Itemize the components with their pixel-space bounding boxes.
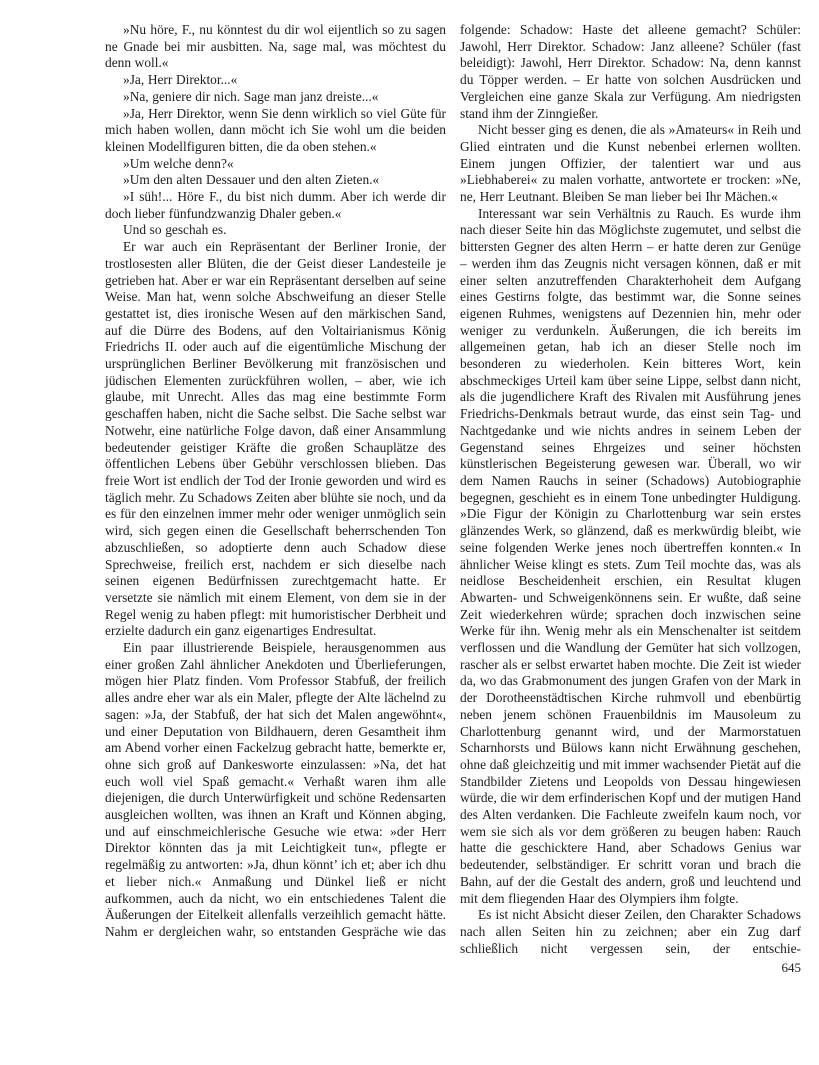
paragraph: »Na, geniere dir nich. Sage man janz dreiste...« [123,88,379,104]
paragraph: »Um den alten Dessauer und den alten Zieten.« [123,172,380,188]
paragraph: folgende: Schadow: Haste det alleene gemacht? Schüler: Jawohl, Herr Direktor. Schadow: Janz alleene? Schüler (fast beleidigt): Jawohl, Herr Direktor. Schadow: Na, denn kannst du Töpper werden. – Er hatte von solchen Ausdrücken und Vergleichen eine ganze Skala zur Verfügung. Am niedrigsten stand ihm der Zinngießer. [460,22,801,121]
paragraph: »Ja, Herr Direktor...« [123,72,238,88]
paragraph: »I süh!... Höre F., du bist nich dumm. Aber ich werde dir doch lieber fünfundzwanzig Dhaler geben.« [105,189,446,221]
paragraph: Ein paar illustrierende Beispiele, herausgenommen aus einer großen Zahl ähnlicher Anekdoten und Überlieferungen, mögen hier Platz finden. Vom Professor Stabfuß, der freilich alles andre eher war als ein Maler, pflegte der Alte lächelnd zu sagen: »Ja, der Stabfuß, der hat sich det Malen angewöhnt«, und einer Deputation von Bildhauern, deren Gesamtheit ihm am Abend vorher einen Fackelzug gebracht hatte, bemerkte er, ohne sich groß auf Dankesworte einzulassen: »Na, det hat euch woll viel Spaß gemacht.« Verhaßt waren ihm alle diejenigen, die durch Unterwürfigkeit und schöne Redensarten ausgleichen wollten, was ihnen an Kraft und Können abging, und auf einschmeichlerische Gesuche wie etwa: »der Herr Direktor könnten das ja mit Leichtigkeit tun«, pflegte er regelmäßig zu antworten: »Ja, dhun könnt’ ich et; aber ich dhu et lieber nich.« Anmaßung und Dünkel ließ er nicht aufkommen, auch da nicht, wo ein entschiedenes Talent die Äußerungen der Eitelkeit allenfalls verzeihlich gemacht hätte. Nahm er dergleichen wahr, so entstanden Gespräche wie das [105,640,446,939]
right-column [460,22,801,976]
paragraph: »Nu höre, F., nu könntest du dir wol eijentlich so zu sagen ne Gnade bei mir ausbitten. Na, sage mal, was möchtest du denn woll.« [105,22,446,71]
left-column [105,22,446,976]
paragraph: Nicht besser ging es denen, die als »Amateurs« in Reih und Glied eintraten und die Kunst nebenbei erlernen wollten. Einem jungen Offizier, der talentiert war und aus »Liebhaberei« zu malen vorhatte, antwortete er trocken: »Ne, ne, Herr Leutnant. Bleiben Se man lieber bei Ihr Mächen.« [460,122,801,205]
page-number: 645 [781,960,801,976]
paragraph: Interessant war sein Verhältnis zu Rauch. Es wurde ihm nach dieser Seite hin das Möglichste zugemutet, und selbst die bittersten Gegner des alten Herrn – er hatte deren zur Genüge – werden ihm das Zeugnis nicht versagen können, daß er mit einer selten anzutreffenden Charakterhoheit dem Aufgang eines Gestirns folgte, das bestimmt war, die Sonne seines eigenen Ruhmes, wenigstens auf Dezennien hin, mehr oder weniger zu verdunkeln. Äußerungen, die ich bereits im allgemeinen getan, hab ich an dieser Stelle noch im besonderen zu wiederholen. Kein bitteres Wort, kein abschmeckiges Urteil kam über seine Lippe, selbst dann nicht, als die jugendlichere Kraft des Rivalen mit Ausführung jenes Friedrichs-Denkmals betraut wurde, das einst sein Tag- und Nachtgedanke und wie nichts andres in seinem Leben der Gegenstand seines Ehrgeizes und seiner höchsten künstlerischen Begeisterung gewesen war. Überall, wo wir dem Namen Rauchs in seiner (Schadows) Autobiographie begegnen, geschieht es in einem Tone unbedingter Huldigung. »Die Figur der Königin zu Charlottenburg war sein erstes glänzendes Werk, so glänzend, daß es merkwürdig bleibt, wie seine folgenden Werke jenes noch übertreffen konnten.« In ähnlicher Weise klingt es stets. Zum Teil mochte das, was als neidlose Bescheidenheit erschien, ein Resultat klugen Abwarten- und Schweigenkönnens sein. Er wußte, daß seine Zeit wiederkehren würde; sprachen doch inzwischen seine Werke für ihn. Wenig mehr als ein Menschenalter ist seitdem verflossen und die Wandlung der Gemüter hat sich vollzogen, rascher als er selbst erwartet haben mochte. Die Zeit ist wieder da, wo das Grabmonument des jungen Grafen von der Mark in der Dorotheenstädtischen Kirche ruhmvoll und ebenbürtig neben jenem schönen Frauenbildnis im Mausoleum zu Charlottenburg genannt wird, und der Marmorstatuen Scharnhorsts und Bülows kann nicht Erwähnung geschehen, ohne daß gleichzeitig und mit immer wachsender Pietät auf die Standbilder Zietens und Leopolds von Dessau hingewiesen würde, die wir dem erfinderischen Kopf und der mutigen Hand des Alten verdanken. Die Fachleute zweifeln kaum noch, vor wem sie sich als vor dem größeren zu beugen haben: Rauch hatte die geschicktere Hand, aber Schadows Genius war bedeutender, selbständiger. Er schritt voran und brach die Bahn, auf der die Gestalt des andern, groß und leuchtend und mit dem fliegenden Haar des Olympiers ihm folgte. [460,205,801,906]
paragraph: »Ja, Herr Direktor, wenn Sie denn wirklich so viel Güte für mich haben wollen, dann möcht ich Sie wohl um die beiden kleinen Modellfiguren bitten, die da oben stehen.« [105,105,446,154]
paragraph: Und so geschah es. [123,222,227,238]
paragraph: »Um welche denn?« [123,155,234,171]
paragraph: Es ist nicht Absicht dieser Zeilen, den Charakter Schadows nach allen Seiten hin zu zeichnen; aber ein Zug darf schließlich nicht vergessen sein, der entschie- [460,907,801,956]
paragraph: Er war auch ein Repräsentant der Berliner Ironie, der trostlosesten aller Blüten, die der Geist dieser Landesteile je getrieben hat. Aber er war ein Repräsentant derselben auf seine Weise. Man hat, wenn solche Abschweifung an dieser Stelle gestattet ist, dies ironische Wesen auf den märkischen Sand, auf die Dürre des Bodens, auf den Voltairianismus König Friedrichs II. oder auch auf die eigentümliche Mischung der ursprünglichen Berliner Bevölkerung mit französischen und jüdischen Elementen zurückführen wollen, – aber, wie ich glaube, mit Unrecht. Alles das mag eine bestimmte Form geschaffen haben, nicht die Sache selbst. Die Sache selbst war Notwehr, eine natürliche Folge davon, daß einer Ansammlung bedeutender geistiger Kräfte die großen Schauplätze des öffentlichen Lebens über Gebühr verschlossen blieben. Das freie Wort ist endlich der Tod der Ironie geworden und wird es täglich mehr. Zu Schadows Zeiten aber blühte sie noch, und da es für den einzelnen immer mehr oder weniger unmöglich sein wird, sich gegen einen die Gesellschaft beherrschenden Ton abzuschließen, so adoptierte denn auch Schadow diese Sprechweise, freilich erst, nachdem er sich dieselbe nach seinen eigenen Bedürfnissen zurechtgemacht hatte. Er versetzte sie nämlich mit einem Element, von dem sie in der Regel wenig zu haben pflegt: mit humoristischer Derbheit und erzielte dadurch ein ganz eigenartiges Endresultat. [105,239,446,639]
